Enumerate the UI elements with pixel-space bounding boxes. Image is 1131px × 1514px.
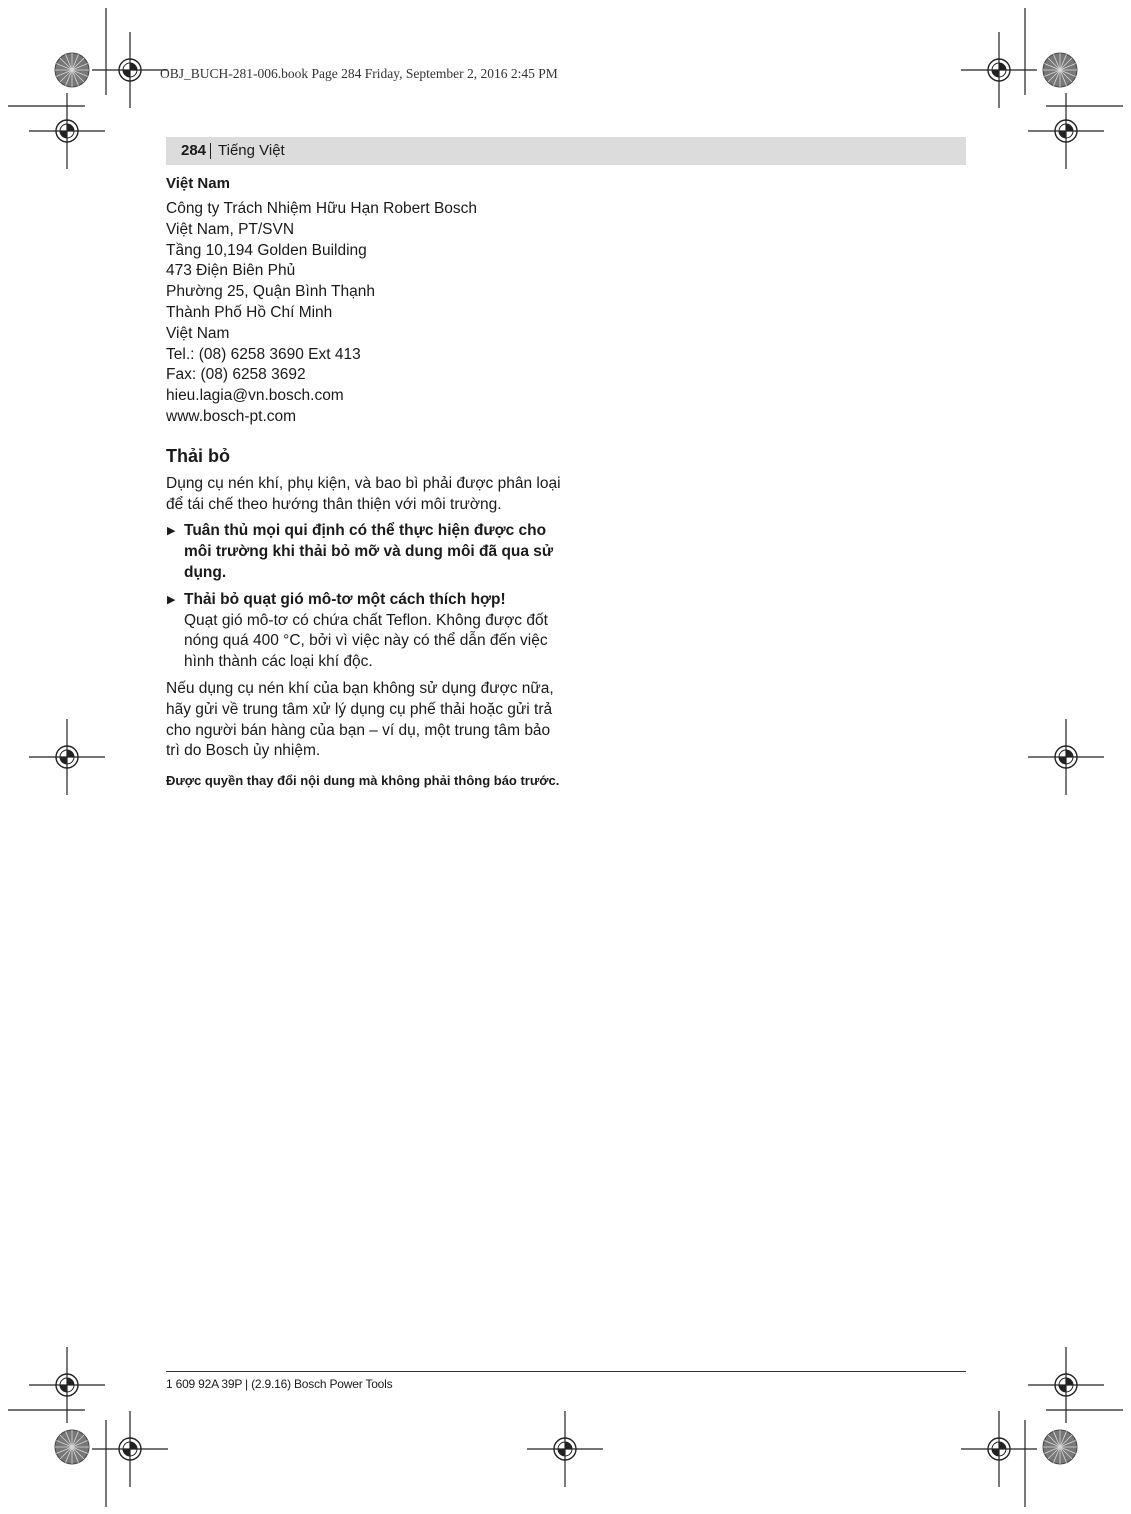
disposal-intro: Dụng cụ nén khí, phụ kiện, và bao bì phải được phân loại để tái chế theo hướng thân thiện với môi trường. <box>166 474 561 513</box>
chapter-title: Tiếng Việt <box>218 142 285 159</box>
page-number: 284 <box>181 142 207 159</box>
main-content <box>166 174 566 790</box>
bullet-item <box>166 590 566 673</box>
address-line: Việt Nam, PT/SVN <box>166 220 295 238</box>
address-line: Công ty Trách Nhiệm Hữu Hạn Robert Bosch <box>166 200 478 217</box>
bullet-item <box>166 521 566 583</box>
header-divider <box>210 143 211 159</box>
phone-line: Tel.: (08) 6258 3690 Ext 413 <box>166 345 361 363</box>
disposal-closing: Nếu dụng cụ nén khí của bạn không sử dụng được nữa, hãy gửi về trung tâm xử lý dụng cụ phế thải hoặc gửi trả cho người bán hàng của bạn – ví dụ, một trung tâm bảo trì do Bosch ủy nhiệm. <box>166 679 554 760</box>
bullet-text: Tuân thủ mọi qui định có thể thực hiện được cho môi trường khi thải bỏ mỡ và dung môi đã qua sử dụng. <box>184 522 554 581</box>
address-line: 473 Điện Biên Phủ <box>166 262 296 280</box>
fax-line: Fax: (08) 6258 3692 <box>166 366 306 384</box>
address-line: Phường 25, Quận Bình Thạnh <box>166 283 375 301</box>
page-header-bar <box>166 137 966 165</box>
address-line: Tầng 10,194 Golden Building <box>166 241 367 259</box>
contact-country-heading: Việt Nam <box>166 175 230 192</box>
footer-text: 1 609 92A 39P | (2.9.16) Bosch Power Tools <box>166 1377 393 1391</box>
address-line: Thành Phố Hồ Chí Minh <box>166 303 333 321</box>
bullet-heading: Thải bỏ quạt gió mô-tơ một cách thích hợp! <box>184 590 506 608</box>
contact-address-block <box>166 199 566 428</box>
print-slug: OBJ_BUCH-281-006.book Page 284 Friday, September 2, 2016 2:45 PM <box>160 66 558 81</box>
triangle-bullet-icon: ▶ <box>167 525 176 538</box>
footer-rule <box>166 1371 966 1372</box>
website-line: www.bosch-pt.com <box>166 407 297 425</box>
bullet-text: Quạt gió mô-tơ có chứa chất Teflon. Không được đốt nóng quá 400 °C, bởi vì việc này có thể dẫn đến việc hình thành các loại khí độc. <box>184 611 548 671</box>
email-line: hieu.lagia@vn.bosch.com <box>166 387 344 405</box>
triangle-bullet-icon: ▶ <box>167 593 176 606</box>
address-line: Việt Nam <box>166 324 230 342</box>
change-notice: Được quyền thay đổi nội dung mà không phải thông báo trước. <box>166 773 560 789</box>
disposal-section-title: Thải bỏ <box>166 445 230 466</box>
